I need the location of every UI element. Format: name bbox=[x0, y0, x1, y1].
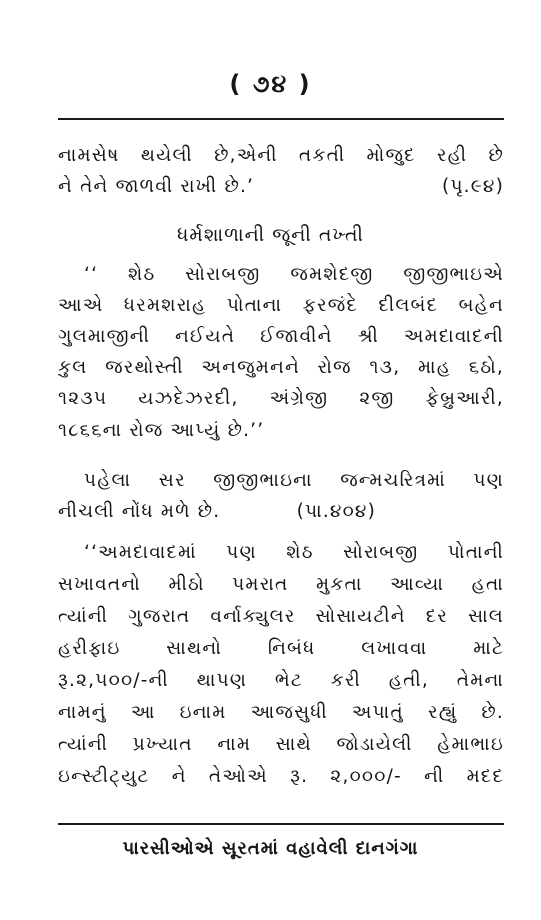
paragraph-text: નીચલી નોંધ મળે છે. bbox=[58, 501, 221, 522]
paragraph-line: પહેલા સર જીજીભાઇના જન્મચરિત્રમાં પણ bbox=[84, 470, 504, 491]
inscription-line: કુલ જરથોસ્તી અનજુમનને રોજ ૧૩, માહ ૬ઠો, bbox=[58, 357, 504, 378]
footer-rule bbox=[58, 823, 504, 825]
header-rule bbox=[58, 118, 504, 120]
top-paragraph-text: ને તેને જાળવી રાખી છે.’ bbox=[58, 176, 255, 197]
quote-line: હરીફાઇ સાથનો નિબંધ લખાવવા માટે bbox=[58, 638, 504, 659]
inscription-line: ગુલમાજીની નઈયતે ઈજાવીને શ્રી અમદાવાદની bbox=[58, 326, 504, 347]
quote-line: ઇન્સ્ટીટ્યુટ ને તેઓએ રૂ. ૨,૦૦૦/- ની મદદ bbox=[58, 766, 504, 787]
quote-line: ત્યાંની પ્રખ્યાત નામ સાથે જોડાયેલી હેમાભાઇ bbox=[58, 734, 504, 755]
quote-line: ત્યાંની ગુજરાત વર્નાક્યુલર સોસાયટીને દર સાલ bbox=[58, 606, 504, 627]
top-paragraph-line-1: નામસેષ થયેલી છે,એની તકતી મોજુદ રહી છે bbox=[58, 145, 504, 166]
inscription-line: આએ ધરમશરાહ પોતાના ફરજંદે દીલબંદ બહેન bbox=[58, 295, 504, 316]
quote-line: નામનું આ ઇનામ આજસુધી અપાતું રહ્યું છે. bbox=[58, 702, 504, 723]
inscription-line: ‘‘ શેઠ સોરાબજી જમશેદજી જીજીભાઇએ bbox=[84, 264, 504, 285]
running-footer: પારસીઓએ સૂરતમાં વહાવેલી દાનગંગા bbox=[122, 838, 419, 859]
page-reference: (પા.૪૦૪) bbox=[296, 501, 376, 522]
inscription-line: ૧૨૩૫ યઝદેઝરદી, અંગ્રેજી ૨જી ફેબ્રુઆરી, bbox=[58, 388, 504, 409]
quote-line: સખાવતનો મીઠો પમરાત મુકતા આવ્યા હતા bbox=[58, 574, 504, 595]
page-number: ( ૭૪ ) bbox=[229, 70, 312, 98]
section-heading: ધર્મશાળાની જૂની તખ્તી bbox=[177, 224, 364, 246]
top-paragraph-line-2 bbox=[58, 174, 504, 200]
quote-line: રૂ.૨,૫૦૦/-ની થાપણ ભેટ કરી હતી, તેમના bbox=[58, 670, 504, 691]
paragraph-line bbox=[58, 499, 504, 525]
page-reference: (પૃ.૯૪) bbox=[442, 176, 504, 197]
inscription-line: ૧૮૬૬ના રોજ આપ્યું છે.’’ bbox=[58, 420, 265, 441]
quote-line: ‘‘અમદાવાદમાં પણ શેઠ સોરાબજી પોતાની bbox=[84, 542, 504, 563]
